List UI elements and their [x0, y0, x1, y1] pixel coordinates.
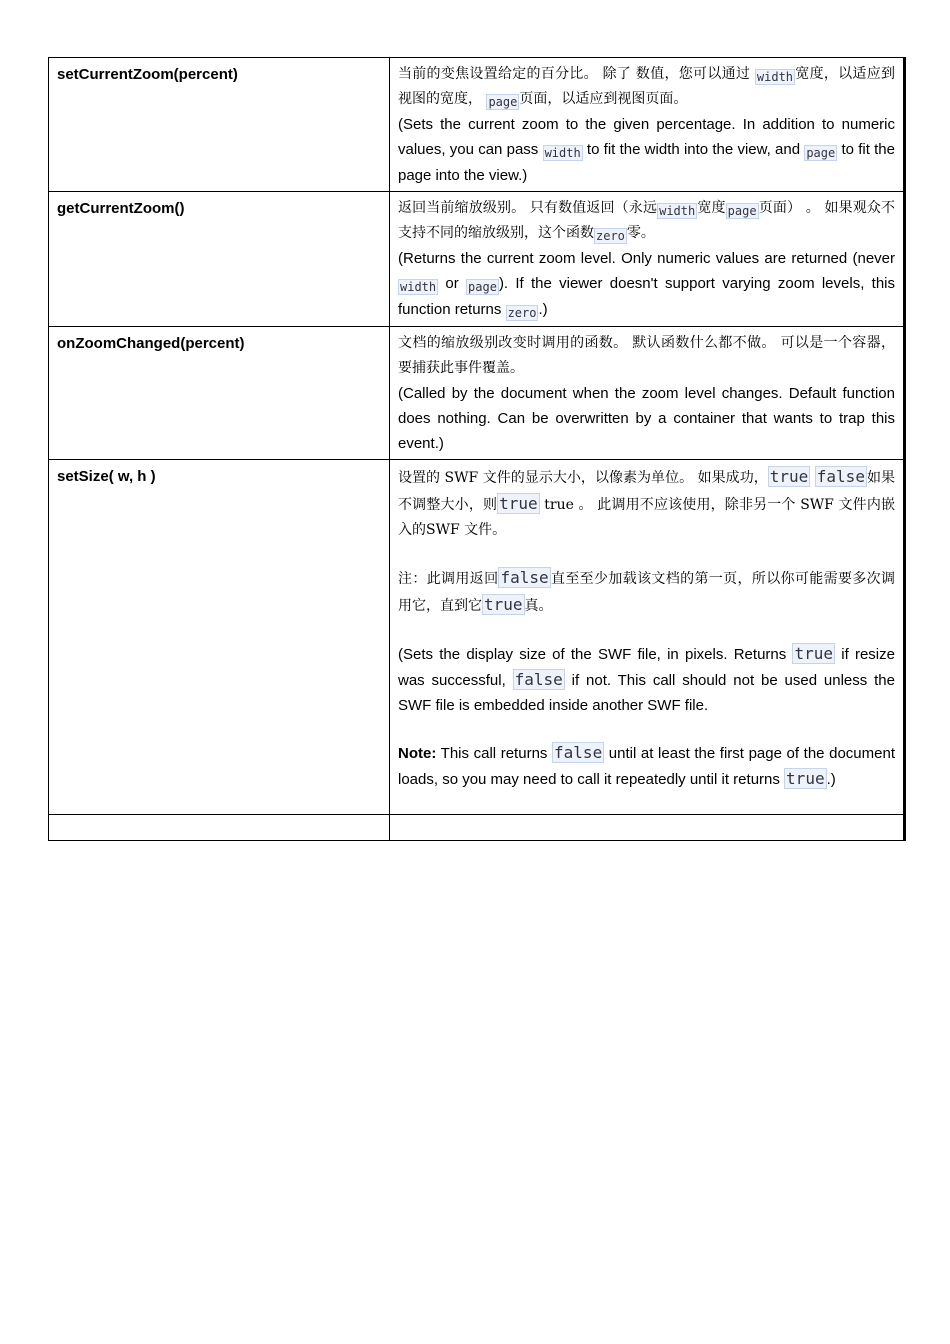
text-span: 页面） 。 如果观众不支持不同的缩放级别，这个函数 — [398, 200, 895, 241]
note-label: Note: — [398, 745, 437, 762]
code-token: page — [727, 204, 757, 218]
description-chinese — [398, 62, 895, 112]
description-chinese — [398, 464, 895, 543]
code-token: false — [554, 743, 603, 762]
text-span: .) — [538, 301, 548, 318]
description-english — [398, 112, 895, 188]
note-english — [398, 740, 895, 792]
method-description — [390, 58, 905, 192]
text-span: This call returns — [436, 745, 553, 762]
code-token: true — [499, 494, 538, 513]
method-name: setCurrentZoom(percent) — [49, 58, 390, 192]
note-chinese — [398, 565, 895, 619]
api-reference-table — [48, 57, 906, 841]
code-token: zero — [507, 306, 537, 320]
method-name: onZoomChanged(percent) — [49, 327, 390, 460]
text-span: or — [438, 275, 467, 292]
code-token: zero — [596, 229, 625, 243]
code-token: width — [756, 70, 794, 84]
text-span: if not. This call should not be used unless the SWF file is embedded inside another SWF file. — [398, 672, 895, 714]
paragraph-gap — [398, 619, 895, 641]
empty-cell — [390, 815, 905, 841]
text-span: to fit the page into the view.) — [398, 141, 895, 184]
method-description — [390, 192, 905, 327]
code-token: page — [488, 95, 518, 109]
text-span: if resize was successful, — [398, 646, 895, 689]
method-name: setSize( w, h ) — [49, 460, 390, 815]
text-span: 真。 — [524, 598, 553, 614]
code-token: false — [514, 670, 563, 689]
text-span: 宽度 — [697, 200, 726, 216]
text-span: 设置的 SWF 文件的显示大小，以像素为单位。 如果成功， — [398, 470, 768, 486]
code-token: width — [400, 280, 437, 294]
text-span: until at least the first page of the document loads, so you may need to call it repeatedly until it returns — [398, 745, 896, 788]
method-description — [390, 327, 905, 460]
text-span: 直至至少加载该文档的第一页，所以你可能需要多次调用它，直到它 — [398, 571, 896, 614]
paragraph-gap — [398, 543, 895, 565]
code-token: true — [794, 644, 834, 663]
text-span: 当前的变焦设置给定的百分比。 除了 数值，您可以通过 — [398, 66, 755, 82]
description-chinese: 文档的缩放级别改变时调用的函数。 默认函数什么都不做。 可以是一个容器，要捕获此事件覆盖。 — [398, 335, 895, 376]
description-english — [398, 246, 895, 323]
text-span: (Sets the display size of the SWF file, in pixels. Returns — [398, 646, 793, 663]
table-row — [49, 460, 905, 815]
text-span: (Returns the current zoom level. Only numeric values are returned (never — [398, 250, 895, 267]
method-name: getCurrentZoom() — [49, 192, 390, 327]
text-span: true 。 此调用不应该使用，除非另一个 SWF 文件内嵌入的SWF 文件。 — [398, 497, 896, 538]
table-row — [49, 327, 905, 460]
table-row — [49, 58, 905, 192]
table-row — [49, 192, 905, 327]
method-description — [390, 460, 905, 815]
code-token: false — [500, 568, 549, 587]
text-span: to fit the width into the view, and — [582, 141, 805, 158]
text-span: ). If the viewer doesn't support varying zoom levels, this function returns — [398, 275, 895, 318]
code-token: true — [769, 467, 809, 486]
code-token: page — [468, 280, 497, 294]
code-token: width — [659, 204, 696, 218]
code-token: width — [544, 146, 581, 160]
code-token: true — [484, 595, 523, 614]
description-chinese — [398, 196, 895, 246]
text-span: (Sets the current zoom to the given percentage. In addition to numeric values, you can pass — [398, 116, 895, 158]
text-span: 宽度，以适应到视图的宽度， — [398, 66, 895, 107]
description-english — [398, 641, 895, 718]
table-row-empty — [49, 815, 905, 841]
code-token: true — [786, 769, 825, 788]
text-span: .) — [826, 771, 836, 788]
code-token: false — [816, 467, 865, 486]
text-span: 返回当前缩放级别。 只有数值返回（永远 — [398, 200, 658, 216]
paragraph-gap — [398, 718, 895, 740]
code-token: page — [806, 146, 836, 160]
text-span: 注：此调用返回 — [398, 571, 499, 587]
description-english: (Called by the document when the zoom level changes. Default function does nothing. Can be overwritten by a container that wants to trap this event.) — [398, 385, 895, 452]
text-span: 零。 — [626, 225, 655, 241]
text-span: 页面，以适应到视图页面。 — [519, 91, 688, 107]
empty-cell — [49, 815, 390, 841]
text-span: 如果不调整大小，则 — [398, 470, 896, 513]
